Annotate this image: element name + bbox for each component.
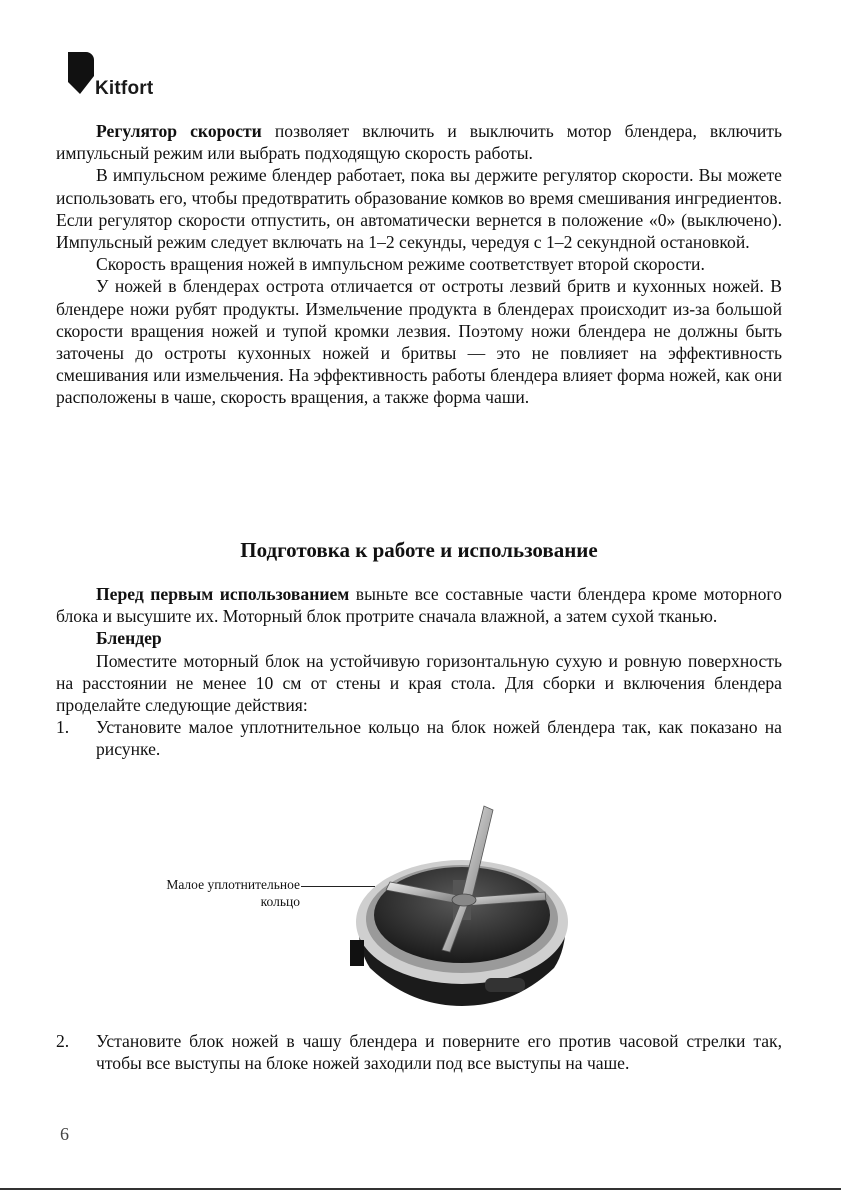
step-1 [56,716,782,760]
blade-unit-figure [350,800,575,1015]
paragraph-text: позволяет включить и выключить мотор блендера, включить импульсный режим или выбрать подходящую скорость работы. [56,121,782,164]
step-number: 2. [56,1031,70,1051]
paragraph-text: выньте все составные части блендера кроме моторного блока и высушите их. Моторный блок протрите сначала влажной, а затем сухой тканью. [56,584,782,627]
paragraph-speed-regulator [56,120,782,164]
step-text: Установите малое уплотнительное кольцо на блок ножей блендера так, как показано на рисунке. [96,717,782,760]
callout-leader-line [301,886,375,887]
paragraph-placement: Поместите моторный блок на устойчивую горизонтальную сухую и ровную поверхность на расстоянии не менее 10 см от стены и края стола. Для сборки и включения блендера проделайте следующие действия: [56,650,782,716]
step-number: 1. [56,717,70,738]
figure-callout [120,876,300,910]
paragraph-blades: У ножей в блендерах острота отличается от остроты лезвий бритв и кухонных ножей. В блендере ножи рубят продукты. Измельчение продукта в блендерах происходит из-за большой скорости вращения ножей и тупой кромки лезвия. Поэтому ножи блендера не должны быть заточены до остроты кухонных ножей и бритвы — это не повлияет на эффективность смешивания или измельчения. На эффективность работы блендера влияет форма ножей, как они расположены в чаше, скорость вращения, а также форма чаши. [56,276,782,408]
brand-logo [66,50,186,100]
page-number: 6 [60,1124,69,1144]
kitfort-logo-icon [66,50,96,98]
sub-heading-blender: Блендер [96,628,162,649]
bottom-rule [0,1188,841,1190]
term-speed-regulator: Регулятор скорости [96,121,262,141]
preparation-text [56,583,782,761]
intro-text [56,120,782,409]
callout-line-1: Малое уплотнительное [166,877,300,892]
brand-name: Kitfort [95,78,154,99]
paragraph-pulse-speed: Скорость вращения ножей в импульсном режиме соответствует второй скорости. [96,254,705,275]
paragraph-pulse-mode: В импульсном режиме блендер работает, пока вы держите регулятор скорости. Вы можете использовать его, чтобы предотвратить образование комков во время смешивания ингредиентов. Если регулятор скорости отпустить, он автоматически вернется в положение «0» (выключено). Импульсный режим следует включать на 1–2 секунды, чередуя с 1–2 секундной остановкой. [56,165,782,253]
paragraph-first-use [56,583,782,627]
section-heading: Подготовка к работе и использование [240,538,598,562]
callout-line-2: кольцо [260,894,300,909]
step-2 [56,1030,782,1074]
step-text: Установите блок ножей в чашу блендера и поверните его против часовой стрелки так, чтобы все выступы на блоке ножей заходили под все выступы на чаше. [96,1031,782,1074]
term-first-use: Перед первым использованием [96,584,350,604]
